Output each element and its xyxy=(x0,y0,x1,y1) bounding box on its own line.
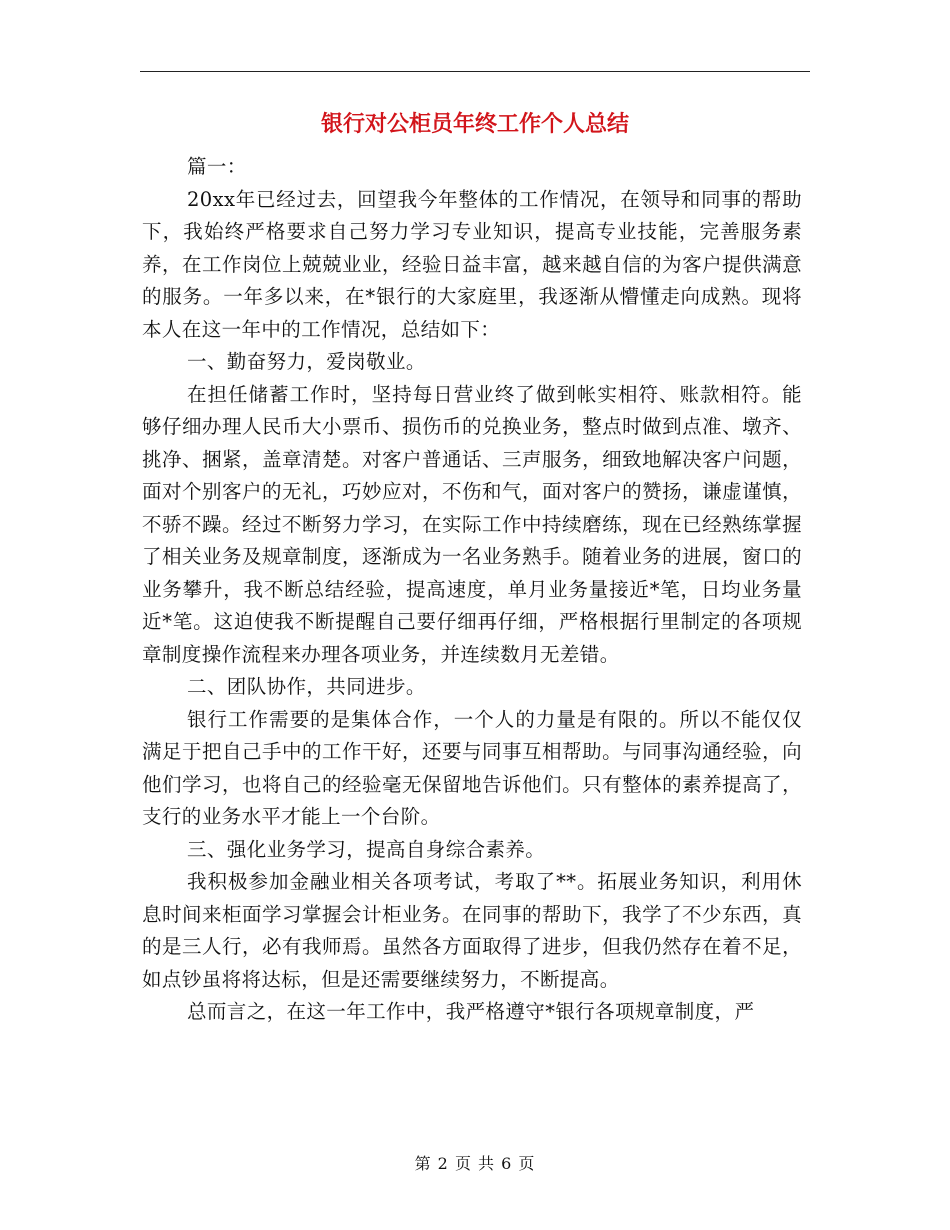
document-title: 银行对公柜员年终工作个人总结 xyxy=(320,112,629,137)
page-number-footer: 第 2 页 共 6 页 xyxy=(414,1154,536,1173)
section-3-paragraph: 我积极参加金融业相关各项考试，考取了**。拓展业务知识，利用休息时间来柜面学习掌握会计柜业务。在同事的帮助下，我学了不少东西，真的是三人行，必有我师焉。虽然各方面取得了进步，但我仍然存在着不足，如点钞虽将将达标，但是还需要继续努力，不断提高。 xyxy=(142,870,802,991)
section-heading-1: 一、勤奋努力，爱岗敬业。 xyxy=(187,350,426,373)
conclusion-paragraph: 总而言之，在这一年工作中，我严格遵守*银行各项规章制度，严 xyxy=(187,1000,755,1023)
section-heading-3: 三、强化业务学习，提高自身综合素养。 xyxy=(187,837,546,861)
intro-paragraph: 20xx年已经过去，回望我今年整体的工作情况，在领导和同事的帮助下，我始终严格要求自己努力学习专业知识，提高专业技能，完善服务素养，在工作岗位上兢兢业业，经验日益丰富，越来越自信的为客户提供满意的服务。一年多以来，在*银行的大家庭里，我逐渐从懵懂走向成熟。现将本人在这一年中的工作情况，总结如下： xyxy=(142,187,802,341)
header-rule xyxy=(140,71,810,72)
section-2-paragraph: 银行工作需要的是集体合作，一个人的力量是有限的。所以不能仅仅满足于把自己手中的工作干好，还要与同事互相帮助。与同事沟通经验，向他们学习，也将自己的经验毫无保留地告诉他们。只有整体的素养提高了，支行的业务水平才能上一个台阶。 xyxy=(142,707,802,828)
section-label: 篇一： xyxy=(187,155,247,178)
section-heading-2: 二、团队协作，共同进步。 xyxy=(187,675,426,698)
document-body xyxy=(142,151,802,1029)
section-1-paragraph: 在担任储蓄工作时，坚持每日营业终了做到帐实相符、账款相符。能够仔细办理人民币大小票币、损伤币的兑换业务，整点时做到点准、墩齐、挑净、捆紧，盖章清楚。对客户普通话、三声服务，细致地解决客户问题，面对个别客户的无礼，巧妙应对，不伤和气，面对客户的赞扬，谦虚谨慎，不骄不躁。经过不断努力学习，在实际工作中持续磨练，现在已经熟练掌握了相关业务及规章制度，逐渐成为一名业务熟手。随着业务的进展，窗口的业务攀升，我不断总结经验，提高速度，单月业务量接近*笔，日均业务量近*笔。这迫使我不断提醒自己要仔细再仔细，严格根据行里制定的各项规章制度操作流程来办理各项业务，并连续数月无差错。 xyxy=(142,382,802,666)
